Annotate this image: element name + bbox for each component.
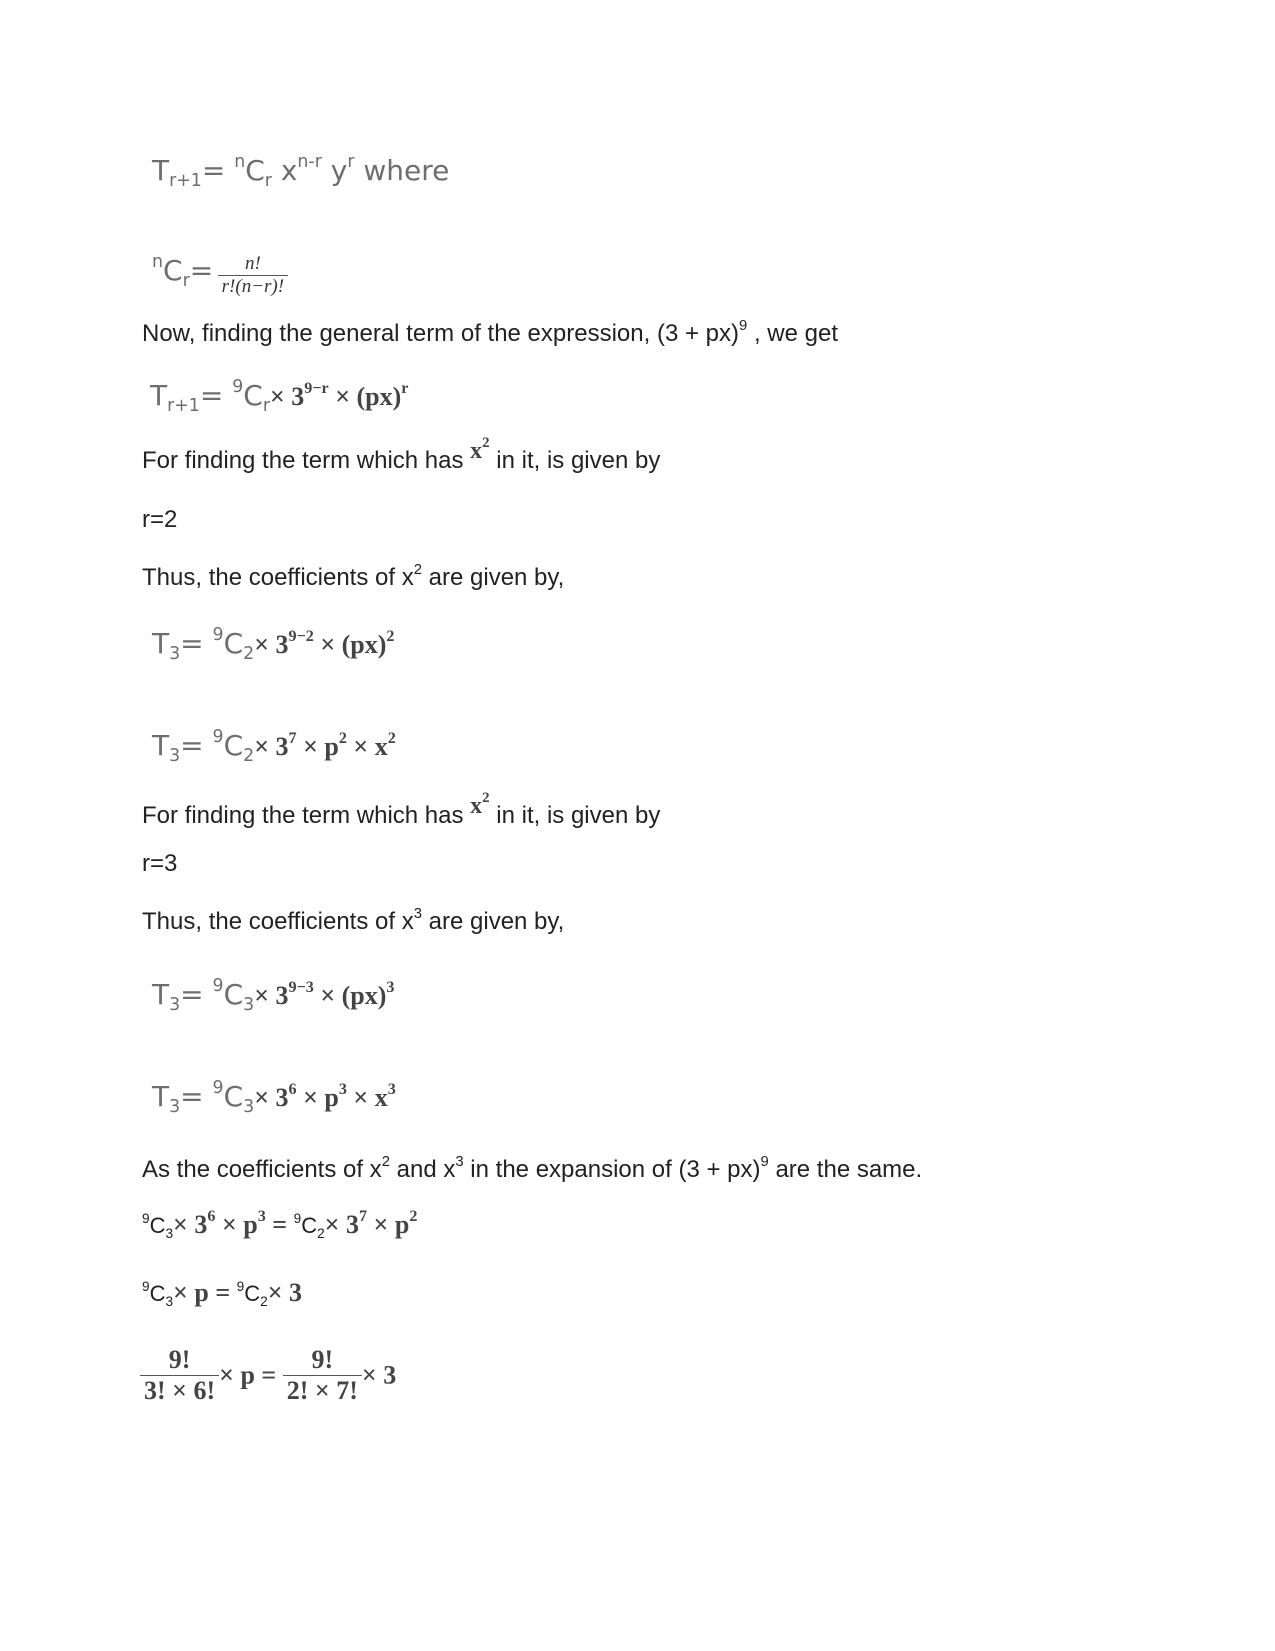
t3-simplified-x2: $T_3= ^9C_2\times 3^7 \times p^2 \times x^2$ — [152, 727, 396, 767]
equation-coefficients: $^9C_3\times 3^6 \times p^3 = ^9C_2\times 3^7 \times p^2$ — [142, 1208, 418, 1241]
fraction-right: $\frac{9!}{2! \times 7!}$ — [283, 1345, 362, 1406]
equation-simplified: $^9C_3\times p = ^9C_2\times 3$ — [142, 1278, 303, 1309]
t3-simplified-x3: $T_3= ^9C_3\times 3^6 \times p^3 \times x^3$ — [152, 1078, 396, 1118]
fraction-left: $\frac{9!}{3! \times 6!}$ — [140, 1345, 219, 1406]
t3-expression-x3: $T_3= ^9C_3\times 3^{9-3} \times (px)^3$ — [152, 976, 395, 1016]
equation-factorials: $\frac{9!}{3! \times 6!}$ × p = $\frac{9!}{2! \times 7!}$ × 3 — [140, 1345, 396, 1406]
general-term-expression: $T_{r+1}= ^9C_r\times 3^{9-r} \times (px)^r$ — [150, 377, 409, 417]
paragraph-coefficients-equal: As the coefficients of $x^2$ and $x^3$ in the expansion of (3 + px)$^9$ are the same. — [142, 1154, 923, 1184]
paragraph-find-x2-second: For finding the term which has $x^2$ in it, is given by — [142, 790, 661, 830]
r-equals-3: r=3 — [142, 850, 178, 877]
ncr-definition: $^nC_r=$ $\frac{n!}{r!(n-r)!}$ — [152, 252, 288, 298]
r-equals-2: r=2 — [142, 506, 178, 533]
t3-expression-x2: $T_3= ^9C_2\times 3^{9-2} \times (px)^2$ — [152, 625, 395, 665]
paragraph-general-term: Now, finding the general term of the expression, (3 + px)$^9$ , we get — [142, 318, 838, 348]
paragraph-find-x2: For finding the term which has $x^2$ in it, is given by — [142, 435, 661, 475]
paragraph-coef-x2: Thus, the coefficients of $x^2$ are given by, — [142, 562, 565, 592]
ncr-fraction: $\frac{n!}{r!(n-r)!}$ — [218, 253, 288, 298]
general-term-formula: $T_{r+1}= ^nC_r$ $x^{n-r}$ $y^r$ where — [152, 152, 450, 192]
paragraph-coef-x3: Thus, the coefficients of $x^3$ are given by, — [142, 906, 565, 936]
